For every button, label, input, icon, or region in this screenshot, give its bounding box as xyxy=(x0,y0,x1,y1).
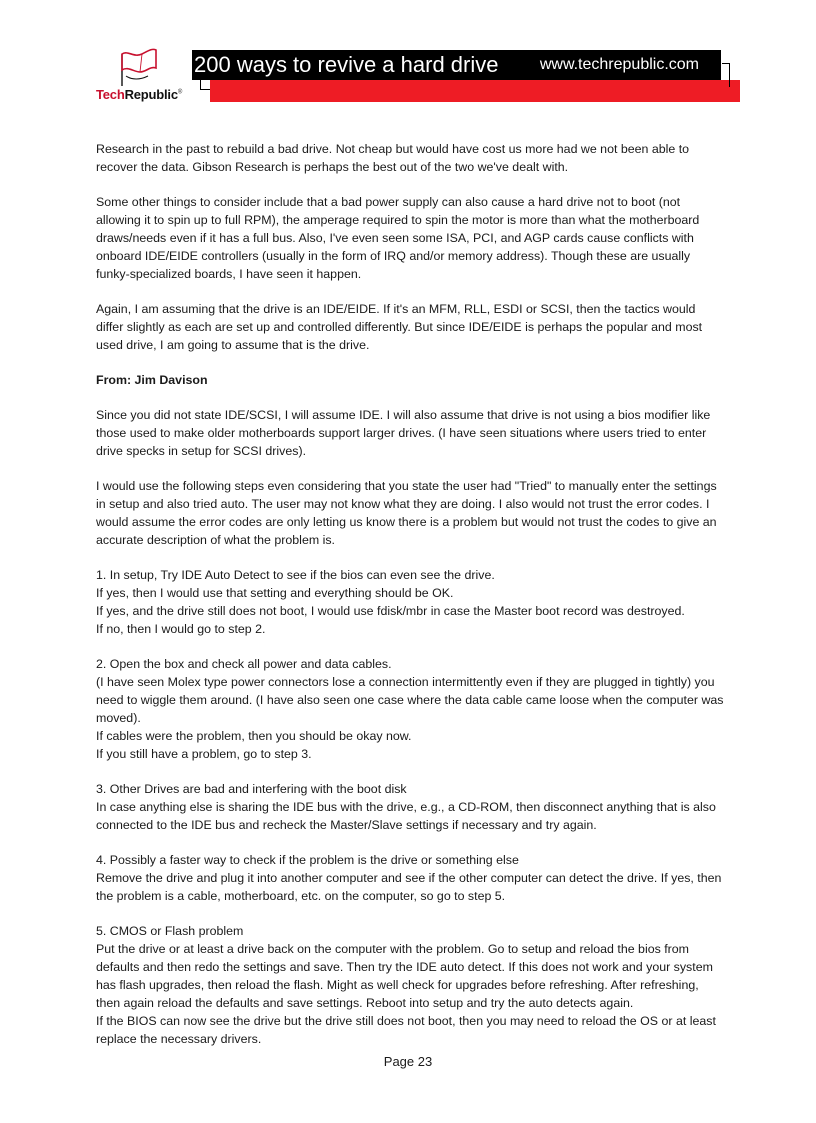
techrepublic-logo xyxy=(92,46,192,108)
step-line: (I have seen Molex type power connectors lose a connection intermittently even if they are plugged in tightly) you need to wiggle them around. (I have also seen one case where the data cable came loose when the computer was moved). xyxy=(96,675,724,725)
step-line: If the BIOS can now see the drive but the drive still does not boot, then you may need to reload the OS or at least replace the necessary drivers. xyxy=(96,1014,716,1046)
paragraph: Some other things to consider include that a bad power supply can also cause a hard drive not to boot (not allowing it to spin up to full RPM), the amperage required to spin the motor is more than what the motherboard draws/needs even if it has a full bus. Also, I've even seen some ISA, PCI, and AGP cards cause conflicts with onboard IDE/EIDE controllers (usually in the form of IRQ and/or memory address). Though these are usually funky-specialized boards, I have seen it happen. xyxy=(96,195,700,281)
paragraph: I would use the following steps even considering that you state the user had "Tried" to manually enter the settings in setup and also tried auto. The user may not know what they are doing. I also would not trust the error codes. I would assume the error codes are only letting us know there is a problem but would not trust the codes to give an accurate description of what the problem is. xyxy=(96,479,717,547)
document-title: 200 ways to revive a hard drive xyxy=(194,52,499,77)
paragraph: Research in the past to rebuild a bad drive. Not cheap but would have cost us more had we not been able to recover the data. Gibson Research is perhaps the best out of the two we've dealt with. xyxy=(96,142,690,174)
flag-icon xyxy=(116,46,164,88)
step-line: If yes, then I would use that setting and everything should be OK. xyxy=(96,586,454,600)
logo-wordmark xyxy=(96,87,182,102)
page-number: Page 23 xyxy=(383,1054,433,1069)
header-black-bar xyxy=(192,50,721,80)
step-3 xyxy=(96,780,726,834)
logo-tech: Tech xyxy=(96,87,125,102)
step-4 xyxy=(96,851,726,905)
step-2 xyxy=(96,655,726,763)
step-line: 1. In setup, Try IDE Auto Detect to see if the bios can even see the drive. xyxy=(96,568,495,582)
header-red-bar xyxy=(210,80,740,102)
step-line: 4. Possibly a faster way to check if the problem is the drive or something else xyxy=(96,853,519,867)
page-body xyxy=(96,140,726,1065)
step-line: If yes, and the drive still does not boot, I would use fdisk/mbr in case the Master boot record was destroyed. xyxy=(96,604,685,618)
header-rule xyxy=(729,63,730,87)
step-5 xyxy=(96,922,726,1048)
step-line: 2. Open the box and check all power and data cables. xyxy=(96,657,392,671)
header-url: www.techrepublic.com xyxy=(539,56,699,73)
paragraph: Since you did not state IDE/SCSI, I will assume IDE. I will also assume that drive is not using a bios modifier like those used to make older motherboards support larger drives. (I have seen situations where users tried to enter drive specks in setup for SCSI drives). xyxy=(96,408,711,458)
step-line: 5. CMOS or Flash problem xyxy=(96,924,244,938)
step-line: In case anything else is sharing the IDE bus with the drive, e.g., a CD-ROM, then disconnect anything that is also connected to the IDE bus and recheck the Master/Slave settings if necessary and try again. xyxy=(96,800,716,832)
paragraph: Again, I am assuming that the drive is an IDE/EIDE. If it's an MFM, RLL, ESDI or SCSI, then the tactics would differ slightly as each are set up and controlled differently. But since IDE/EIDE is perhaps the popular and most used drive, I am going to assume that is the drive. xyxy=(96,302,703,352)
logo-republic: Republic xyxy=(124,87,178,102)
step-line: 3. Other Drives are bad and interfering with the boot disk xyxy=(96,782,407,796)
step-line: Remove the drive and plug it into another computer and see if the other computer can detect the drive. If yes, then the problem is a cable, motherboard, etc. on the computer, so go to step 5. xyxy=(96,871,722,903)
step-line: If cables were the problem, then you should be okay now. xyxy=(96,729,412,743)
step-line: If you still have a problem, go to step 3. xyxy=(96,747,312,761)
step-line: If no, then I would go to step 2. xyxy=(96,622,266,636)
step-1 xyxy=(96,566,726,638)
author-heading: From: Jim Davison xyxy=(96,373,208,387)
logo-trademark: ® xyxy=(177,89,183,96)
step-line: Put the drive or at least a drive back on the computer with the problem. Go to setup and reload the bios from defaults and then redo the settings and save. Then try the IDE auto detect. If this does not work and your system has flash upgrades, then reload the flash. Might as well check for upgrades before refreshing. After refreshing, then again reload the defaults and save settings. Reboot into setup and try the auto detects again. xyxy=(96,942,713,1010)
header-rule xyxy=(200,89,210,90)
